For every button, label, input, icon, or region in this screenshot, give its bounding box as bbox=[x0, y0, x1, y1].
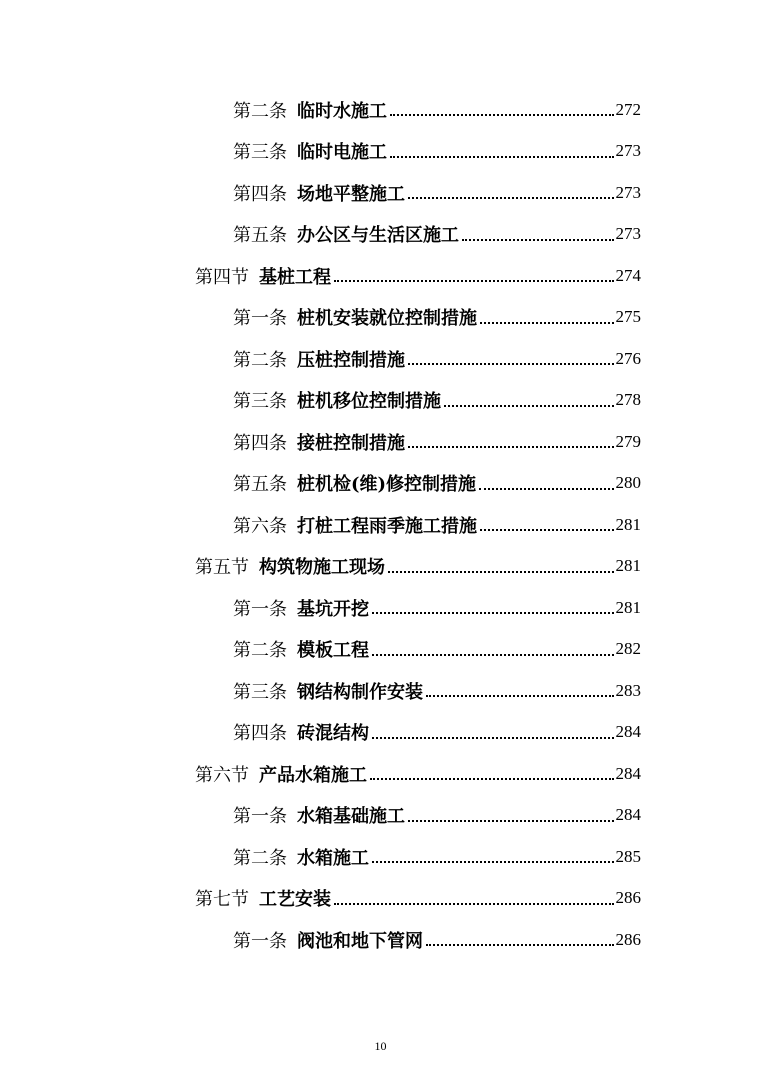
toc-entry-page: 284 bbox=[615, 763, 641, 783]
toc-entry-title: 临时电施工 bbox=[297, 142, 387, 164]
toc-article-row[interactable] bbox=[0, 172, 641, 214]
toc-entry-page: 276 bbox=[615, 348, 641, 368]
toc-entry-title: 办公区与生活区施工 bbox=[297, 225, 459, 247]
toc-entry-number: 第五条 bbox=[233, 225, 287, 247]
toc-entry-page: 281 bbox=[615, 514, 641, 534]
dot-leader bbox=[426, 694, 614, 697]
toc-entry-title: 接桩控制措施 bbox=[297, 432, 405, 454]
toc-article-row[interactable] bbox=[0, 297, 641, 339]
toc-entry-number: 第四条 bbox=[233, 723, 287, 745]
toc-article-row[interactable] bbox=[0, 795, 641, 837]
dot-leader bbox=[370, 777, 614, 780]
toc-entry-page: 286 bbox=[615, 888, 641, 908]
toc-entry-number: 第一条 bbox=[233, 930, 287, 952]
toc-entry-page: 283 bbox=[615, 680, 641, 700]
toc-section-row[interactable] bbox=[0, 255, 641, 297]
toc-entry-title: 桩机安装就位控制措施 bbox=[297, 308, 477, 330]
toc-entry-title: 基桩工程 bbox=[259, 266, 331, 288]
toc-entry-page: 284 bbox=[615, 722, 641, 742]
dot-leader bbox=[408, 819, 614, 822]
toc-article-row[interactable] bbox=[0, 214, 641, 256]
toc-entry-number: 第一条 bbox=[233, 806, 287, 828]
toc-entry-number: 第二条 bbox=[233, 847, 287, 869]
dot-leader bbox=[480, 528, 614, 531]
toc-entry-number: 第三条 bbox=[233, 391, 287, 413]
toc-article-row[interactable] bbox=[0, 712, 641, 754]
toc-entry-number: 第七节 bbox=[195, 889, 249, 911]
toc-section-row[interactable] bbox=[0, 753, 641, 795]
toc-entry-page: 284 bbox=[615, 805, 641, 825]
toc-entry-title: 基坑开挖 bbox=[297, 598, 369, 620]
toc-entry-number: 第五节 bbox=[195, 557, 249, 579]
dot-leader bbox=[334, 279, 614, 282]
dot-leader bbox=[408, 196, 614, 199]
toc-article-row[interactable] bbox=[0, 919, 641, 961]
dot-leader bbox=[372, 860, 614, 863]
toc-entry-title: 桩机检(维)修控制措施 bbox=[297, 474, 477, 496]
dot-leader bbox=[408, 362, 614, 365]
toc-entry-title: 产品水箱施工 bbox=[259, 764, 367, 786]
dot-leader bbox=[426, 943, 614, 946]
toc-entry-title: 模板工程 bbox=[297, 640, 369, 662]
toc-entry-page: 282 bbox=[615, 639, 641, 659]
toc-entry-number: 第三条 bbox=[233, 681, 287, 703]
toc-entry-title: 阀池和地下管网 bbox=[297, 930, 423, 952]
toc-article-row[interactable] bbox=[0, 463, 641, 505]
toc-entry-number: 第四条 bbox=[233, 183, 287, 205]
toc-entry-number: 第一条 bbox=[233, 308, 287, 330]
toc-entry-page: 285 bbox=[615, 846, 641, 866]
toc-entry-title: 构筑物施工现场 bbox=[259, 557, 385, 579]
dot-leader bbox=[372, 653, 614, 656]
toc-entry-title: 打桩工程雨季施工措施 bbox=[297, 515, 477, 537]
table-of-contents bbox=[0, 89, 761, 961]
toc-section-row[interactable] bbox=[0, 546, 641, 588]
dot-leader bbox=[372, 736, 614, 739]
toc-article-row[interactable] bbox=[0, 587, 641, 629]
toc-entry-title: 砖混结构 bbox=[297, 723, 369, 745]
dot-leader bbox=[390, 155, 614, 158]
dot-leader bbox=[444, 404, 614, 407]
toc-entry-title: 压桩控制措施 bbox=[297, 349, 405, 371]
toc-entry-title: 水箱基础施工 bbox=[297, 806, 405, 828]
toc-entry-title: 场地平整施工 bbox=[297, 183, 405, 205]
toc-entry-page: 273 bbox=[615, 182, 641, 202]
toc-entry-page: 281 bbox=[615, 556, 641, 576]
toc-entry-page: 278 bbox=[615, 390, 641, 410]
toc-entry-number: 第二条 bbox=[233, 100, 287, 122]
toc-article-row[interactable] bbox=[0, 338, 641, 380]
dot-leader bbox=[390, 113, 614, 116]
toc-entry-page: 279 bbox=[615, 431, 641, 451]
page-number: 10 bbox=[374, 1039, 387, 1053]
toc-entry-page: 273 bbox=[615, 141, 641, 161]
toc-entry-page: 281 bbox=[615, 597, 641, 617]
toc-entry-number: 第一条 bbox=[233, 598, 287, 620]
toc-entry-page: 286 bbox=[615, 929, 641, 949]
dot-leader bbox=[388, 570, 614, 573]
toc-article-row[interactable] bbox=[0, 670, 641, 712]
dot-leader bbox=[372, 611, 614, 614]
toc-entry-page: 280 bbox=[615, 473, 641, 493]
toc-entry-page: 272 bbox=[615, 99, 641, 119]
toc-entry-title: 水箱施工 bbox=[297, 847, 369, 869]
toc-entry-title: 桩机移位控制措施 bbox=[297, 391, 441, 413]
toc-section-row[interactable] bbox=[0, 878, 641, 920]
toc-entry-number: 第三条 bbox=[233, 142, 287, 164]
dot-leader bbox=[334, 902, 614, 905]
toc-entry-page: 273 bbox=[615, 224, 641, 244]
toc-article-row[interactable] bbox=[0, 836, 641, 878]
toc-entry-title: 钢结构制作安装 bbox=[297, 681, 423, 703]
dot-leader bbox=[479, 487, 613, 490]
toc-article-row[interactable] bbox=[0, 421, 641, 463]
toc-entry-page: 274 bbox=[615, 265, 641, 285]
toc-article-row[interactable] bbox=[0, 380, 641, 422]
dot-leader bbox=[408, 445, 614, 448]
toc-article-row[interactable] bbox=[0, 89, 641, 131]
toc-entry-title: 工艺安装 bbox=[259, 889, 331, 911]
dot-leader bbox=[462, 238, 614, 241]
toc-entry-number: 第二条 bbox=[233, 349, 287, 371]
toc-entry-title: 临时水施工 bbox=[297, 100, 387, 122]
toc-article-row[interactable] bbox=[0, 131, 641, 173]
toc-entry-number: 第五条 bbox=[233, 474, 287, 496]
toc-entry-number: 第六节 bbox=[195, 764, 249, 786]
toc-entry-page: 275 bbox=[615, 307, 641, 327]
toc-entry-number: 第四节 bbox=[195, 266, 249, 288]
toc-entry-number: 第六条 bbox=[233, 515, 287, 537]
toc-article-row[interactable] bbox=[0, 629, 641, 671]
dot-leader bbox=[480, 321, 614, 324]
toc-article-row[interactable] bbox=[0, 504, 641, 546]
toc-entry-number: 第四条 bbox=[233, 432, 287, 454]
toc-entry-number: 第二条 bbox=[233, 640, 287, 662]
